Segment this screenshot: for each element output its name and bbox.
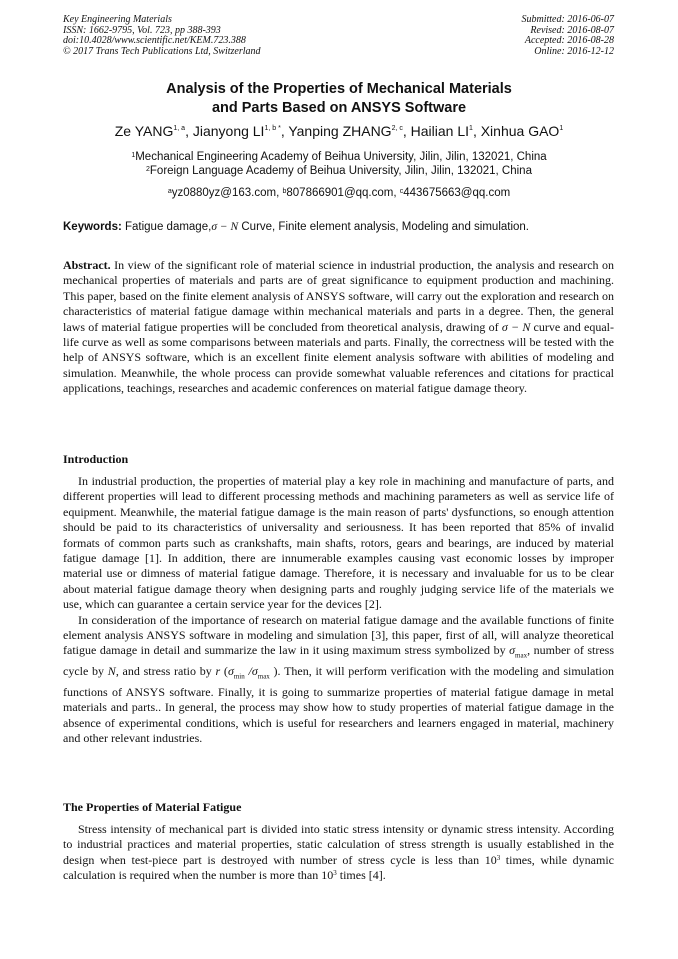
title-line-2: and Parts Based on ANSYS Software bbox=[211, 100, 467, 116]
abstract-label: Abstract. bbox=[63, 258, 111, 272]
online-date: Online: 2016-12-12 bbox=[534, 45, 614, 57]
author-3-sup: 2, c bbox=[391, 125, 403, 132]
intro-p2-text-c: , and stress ratio by bbox=[115, 664, 216, 679]
exponent-2: 3 bbox=[333, 869, 337, 878]
keywords-part-1: Fatigue damage, bbox=[121, 221, 212, 233]
author-2-sup: 1, b * bbox=[264, 125, 281, 132]
issn-line: ISSN: 1662-9795, Vol. 723, pp 388-393 bbox=[63, 24, 221, 36]
properties-text-a: Stress intensity of mechanical part is divided into static stress intensity or dynamic stress intensity. According to industrial practices and material properties, static calculation of stress strength is usually established in the design when test-piece part is destroyed with number of stress cycle is less than 10 bbox=[63, 822, 614, 867]
journal-header-right bbox=[522, 15, 615, 57]
sigma-max-symbol-2: /σ bbox=[244, 664, 258, 679]
exponent-1: 3 bbox=[496, 853, 501, 862]
abstract-math: σ − N bbox=[501, 319, 531, 334]
affiliation-1-sup: 1 bbox=[131, 152, 136, 159]
sigma-max-symbol: σ bbox=[509, 643, 516, 658]
intro-p2-text-e: ). Then, it will perform verification with the modeling and simulation functions of ANSYS software. Finally, it is going to summarize properties of material fatigue damage in metal materials and parts.. In general, the process may show how to study properties of material fatigue damage in the absence of experimental conditions, which is useful for researchers and learners engaged in material, machinery and other relevant industries. bbox=[63, 664, 615, 746]
affiliation-2-sup: 2 bbox=[146, 166, 150, 173]
author-5-sup: 1 bbox=[559, 125, 564, 132]
email-c-sup: c bbox=[399, 188, 404, 195]
sigma-min-symbol: σ bbox=[227, 664, 234, 679]
properties-heading: The Properties of Material Fatigue bbox=[63, 800, 242, 814]
sigma-min-sub: min bbox=[233, 672, 245, 681]
introduction-body bbox=[63, 474, 614, 747]
author-1: Ze YANG bbox=[114, 123, 174, 139]
author-3: Yanping ZHANG bbox=[288, 123, 392, 139]
abstract-text-1: In view of the significant role of material science in industrial production, the analysis and research on mechanical properties of materials and parts are of great significance to equipment production and machining. This paper, based on the finite element analysis of ANSYS software, will carry out the exploration and research on characteristics of material fatigue damage within mechanical materials and parts in a degree. Then, the general laws of material fatigue properties will be concluded from theoretical analysis, drawing of bbox=[63, 258, 614, 334]
author-list: Ze YANG$^{1, a}$, Jianyong $LI^{1, b *}$, Yanping ZHANG$^{2, c}$, Hailian $LI^1$, Xinhua GAO$^1$ bbox=[114, 123, 564, 139]
email-a-sup: a bbox=[167, 188, 172, 195]
properties-text-b: times, while dynamic calculation is required when the number is more than 10 bbox=[63, 852, 614, 883]
accepted-date: Accepted: 2016-08-28 bbox=[524, 35, 614, 47]
email-a: yz0880yz@163.com, bbox=[171, 187, 283, 199]
copyright-line: © 2017 Trans Tech Publications Ltd, Switzerland bbox=[63, 45, 261, 57]
author-emails bbox=[0, 186, 678, 201]
abstract-text-2: curve and equal-life curve as well as some comparisons between materials and parts. Finally, the correctness will be tested with the help of ANSYS software, which is an excellent finite element analysis software with abilities of modeling and simulation. Meanwhile, the whole process can provide somewhat valuable references and citations for practical applications, teachings, researches and academic conferences on material fatigue damage theory. bbox=[63, 319, 614, 396]
author-4: Hailian LI bbox=[410, 123, 470, 139]
affiliation-2 bbox=[0, 164, 678, 179]
author-2: Jianyong LI bbox=[192, 123, 265, 139]
n-symbol: N bbox=[107, 664, 116, 679]
author-4-sup: 1 bbox=[469, 125, 473, 132]
keywords-label: Keywords: bbox=[63, 221, 122, 233]
journal-name: Key Engineering Materials bbox=[63, 14, 172, 25]
keywords bbox=[63, 221, 529, 233]
intro-p2-text-d: ( bbox=[220, 664, 228, 679]
author-5: Xinhua GAO bbox=[480, 123, 560, 139]
intro-p2-text-a: In consideration of the importance of research on material fatigue damage and the available functions of finite element analysis ANSYS software in modeling and simulation [3], this paper, first of all, will analyze theoretical fatigue damage in detail and summarize the law in it using maximum stress symbolized by bbox=[63, 612, 614, 658]
email-b: 807866901@qq.com, bbox=[286, 187, 400, 199]
intro-p2-text-b: , number of stress cycle by bbox=[63, 643, 615, 679]
introduction-paragraph-2 bbox=[63, 613, 614, 747]
keywords-part-2: Curve, Finite element analysis, Modeling and simulation. bbox=[238, 221, 530, 233]
doi-line: doi:10.4028/www.scientific.net/KEM.723.388 bbox=[63, 35, 246, 47]
journal-header-left bbox=[63, 15, 261, 57]
r-symbol: r bbox=[215, 664, 221, 679]
sigma-max-sub: max bbox=[515, 651, 528, 660]
author-1-sup: 1, a bbox=[173, 125, 186, 132]
properties-body bbox=[63, 822, 614, 884]
email-c: 443675663@qq.com bbox=[403, 187, 511, 199]
introduction-heading: Introduction bbox=[63, 452, 129, 466]
abstract-block bbox=[63, 258, 614, 397]
submitted-date: Submitted: 2016-06-07 bbox=[521, 14, 614, 25]
sigma-max-sub-2: max bbox=[257, 672, 270, 681]
keywords-math: σ − N bbox=[211, 221, 239, 233]
paper-title bbox=[0, 80, 678, 118]
introduction-paragraph-1: In industrial production, the properties of material play a key role in machining and manufacture of parts, and different properties will lead to different processing methods and machining parameters as well as service life of equipment. Meanwhile, the material fatigue damage is the main reason of parts' dysfunctions, so enough attention should be paid to its characteristics of universality and seriousness. It has been reported that 85% of invalid formats of common parts such as crankshafts, main shafts, rotors, gears and bearings, are induced by material fatigue damage [1]. In addition, there are innumerable examples causing vast economic losses by improper material use or dimness of material fatigue damage. Therefore, it is necessary and invaluable for us to be clear about material fatigue damage theory when designing parts and roughly judging service life of the materials we use, which can guarantee a certain service year for the devices [2]. bbox=[63, 474, 614, 612]
revised-date: Revised: 2016-08-07 bbox=[530, 24, 614, 36]
email-b-sup: b bbox=[282, 188, 287, 195]
affiliation-1-text: Mechanical Engineering Academy of Beihua University, Jilin, Jilin, 132021, China bbox=[135, 151, 547, 163]
properties-text-c: times [4]. bbox=[336, 868, 386, 883]
properties-paragraph-1 bbox=[63, 822, 614, 884]
affiliation-2-text: Foreign Language Academy of Beihua University, Jilin, Jilin, 132021, China bbox=[149, 165, 532, 177]
affiliation-1 bbox=[0, 150, 678, 165]
title-line-1: Analysis of the Properties of Mechanical Materials bbox=[166, 81, 512, 97]
